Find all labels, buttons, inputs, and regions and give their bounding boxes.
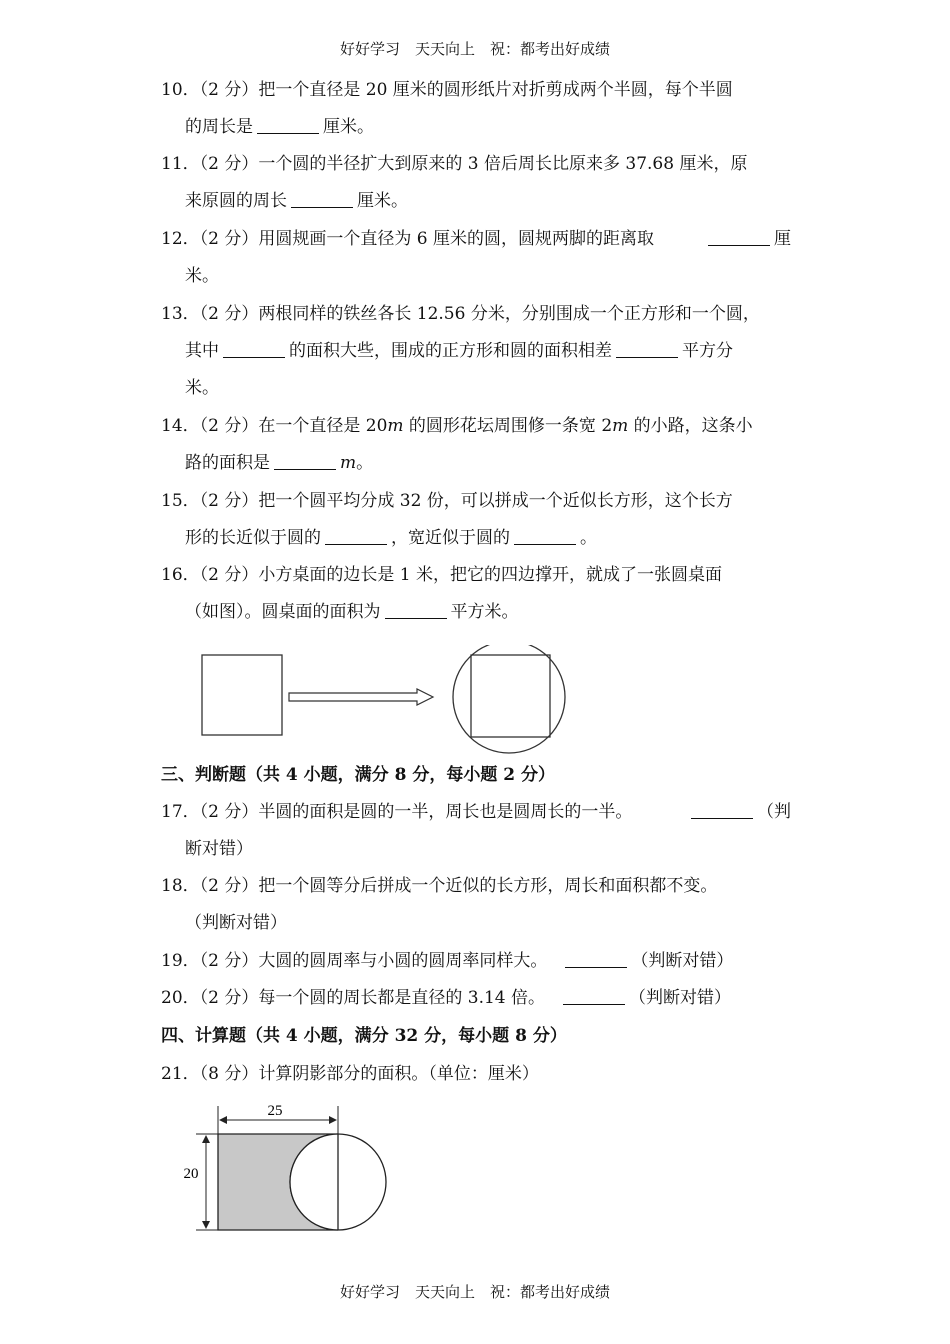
q13-line2: 其中 的面积大些，围成的正方形和圆的面积相差 平方分 bbox=[185, 341, 733, 361]
q13-line1: 13．（2 分）两根同样的铁丝各长 12.56 分米，分别围成一个正方形和一个圆， bbox=[161, 304, 760, 324]
q21-line1: 21．（8 分）计算阴影部分的面积。（单位：厘米） bbox=[161, 1064, 539, 1084]
question-10 bbox=[161, 72, 791, 146]
q19-line1: 19．（2 分）大圆的圆周率与小圆的圆周率同样大。 （判断对错） bbox=[161, 951, 734, 971]
answer-blank[interactable] bbox=[691, 800, 753, 819]
q16-line2: （如图）。圆桌面的面积为 平方米。 bbox=[185, 602, 519, 622]
q14-line2: 路的面积是 m。 bbox=[185, 453, 374, 473]
q10-line2: 的周长是 厘米。 bbox=[185, 117, 374, 137]
page-header: 好好学习 天天向上 祝：都考出好成绩 bbox=[339, 40, 610, 58]
inscribed-square bbox=[471, 655, 550, 737]
q15-line1: 15．（2 分）把一个圆平均分成 32 份，可以拼成一个近似长方形，这个长方 bbox=[161, 491, 733, 511]
question-14 bbox=[161, 408, 791, 482]
question-17 bbox=[161, 794, 791, 868]
answer-blank[interactable] bbox=[385, 600, 447, 619]
section-4-title: 四、计算题（共 4 小题，满分 32 分，每小题 8 分） bbox=[161, 1026, 567, 1046]
q18-line1: 18．（2 分）把一个圆等分后拼成一个近似的长方形，周长和面积都不变。 bbox=[161, 876, 718, 896]
answer-blank[interactable] bbox=[616, 339, 678, 358]
question-20 bbox=[161, 980, 791, 1017]
q18-line2: （判断对错） bbox=[185, 913, 287, 933]
q11-line1: 11．（2 分）一个圆的半径扩大到原来的 3 倍后周长比原来多 37.68 厘米，原 bbox=[161, 154, 748, 174]
q17-line1: 17．（2 分）半圆的面积是圆的一半，周长也是圆周长的一半。 （判 bbox=[161, 802, 791, 822]
answer-blank[interactable] bbox=[291, 189, 353, 208]
q14-line1: 14．（2 分）在一个直径是 20m 的圆形花坛周围修一条宽 2m 的小路，这条小 bbox=[161, 416, 753, 436]
q15-line2: 形的长近似于圆的 ，宽近似于圆的 。 bbox=[185, 528, 597, 548]
answer-blank[interactable] bbox=[257, 115, 319, 134]
question-18 bbox=[161, 868, 791, 942]
page-footer: 好好学习 天天向上 祝：都考出好成绩 bbox=[339, 1283, 610, 1301]
question-13 bbox=[161, 296, 791, 407]
answer-blank[interactable] bbox=[274, 451, 336, 470]
shaded-area-figure bbox=[178, 1098, 393, 1238]
height-label: 20 bbox=[183, 1166, 199, 1182]
q10-line1: 10．（2 分）把一个直径是 20 厘米的圆形纸片对折剪成两个半圆，每个半圆 bbox=[161, 80, 733, 100]
question-11 bbox=[161, 146, 791, 220]
question-12 bbox=[161, 221, 791, 295]
small-square bbox=[202, 655, 282, 735]
q16-line1: 16．（2 分）小方桌面的边长是 1 米，把它的四边撑开，就成了一张圆桌面 bbox=[161, 565, 722, 585]
arrow-icon bbox=[289, 689, 433, 705]
q12-line1: 12．（2 分）用圆规画一个直径为 6 厘米的圆，圆规两脚的距离取 厘 bbox=[161, 229, 791, 249]
answer-blank[interactable] bbox=[563, 986, 625, 1005]
section-3-title: 三、判断题（共 4 小题，满分 8 分，每小题 2 分） bbox=[161, 765, 555, 785]
answer-blank[interactable] bbox=[565, 949, 627, 968]
square-to-circle-figure bbox=[195, 645, 585, 765]
q17-line2: 断对错） bbox=[185, 839, 253, 859]
answer-blank[interactable] bbox=[514, 526, 576, 545]
q20-line1: 20．（2 分）每一个圆的周长都是直径的 3.14 倍。 （判断对错） bbox=[161, 988, 732, 1008]
answer-blank[interactable] bbox=[325, 526, 387, 545]
q13-line3: 米。 bbox=[185, 378, 219, 398]
answer-blank[interactable] bbox=[708, 227, 770, 246]
q12-line2: 米。 bbox=[185, 266, 219, 286]
question-21 bbox=[161, 1056, 791, 1093]
width-label: 25 bbox=[267, 1103, 283, 1119]
question-15 bbox=[161, 483, 791, 557]
q11-line2: 来原圆的周长 厘米。 bbox=[185, 191, 408, 211]
answer-blank[interactable] bbox=[223, 339, 285, 358]
question-19 bbox=[161, 943, 791, 980]
question-16 bbox=[161, 557, 791, 631]
